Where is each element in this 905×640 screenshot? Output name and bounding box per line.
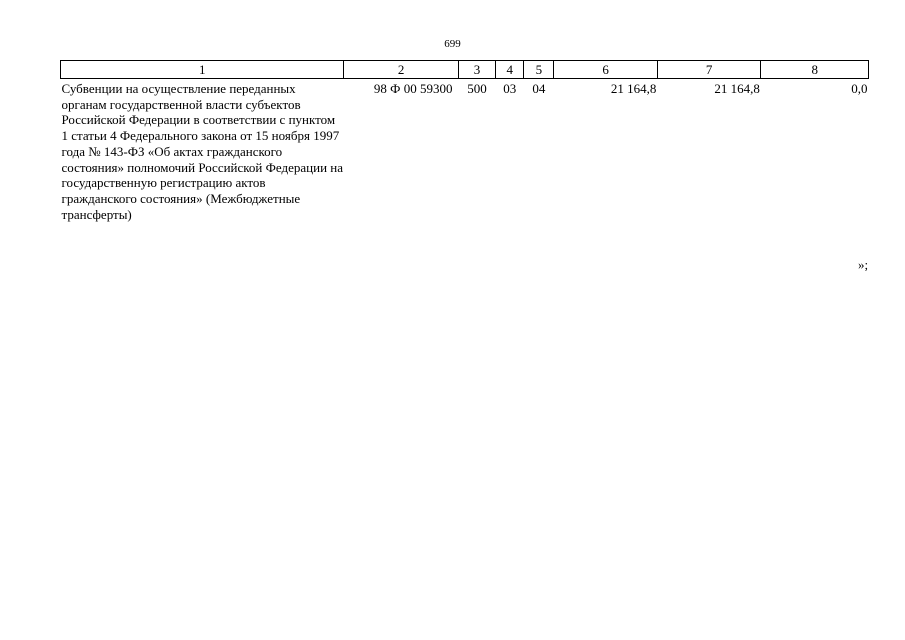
column-header: 4 [496,61,524,79]
page-number: 699 [444,38,461,50]
column-header: 5 [524,61,554,79]
closing-quote-mark: »; [858,257,869,272]
column-header: 6 [554,61,658,79]
target-code: 98 Ф 00 59300 [373,81,453,96]
expense-type: 500 [467,81,487,96]
column-header: 1 [61,61,344,79]
header-row [61,61,869,79]
amount-column-8: 0,0 [851,81,868,96]
column-header: 8 [761,61,869,79]
amount-column-7: 21 164,8 [714,81,760,96]
section-code: 03 [503,81,517,96]
column-header: 3 [458,61,495,79]
column-header: 7 [657,61,761,79]
row-name: Субвенции на осуществление переданных органам государственной власти субъектов Российской Федерации в соответствии с пунктом 1 статьи 4 Федерального закона от 15 ноября 1997 года № 143-ФЗ «Об актах гражданского состояния» полномочий Российской Федерации на государственную регистрацию актов гражданского состояния» (Межбюджетные трансферты) [61,81,344,222]
table-row [61,79,869,223]
amount-column-6: 21 164,8 [610,81,657,96]
subsection-code: 04 [532,81,546,96]
column-header: 2 [344,61,459,79]
budget-table [60,60,869,222]
